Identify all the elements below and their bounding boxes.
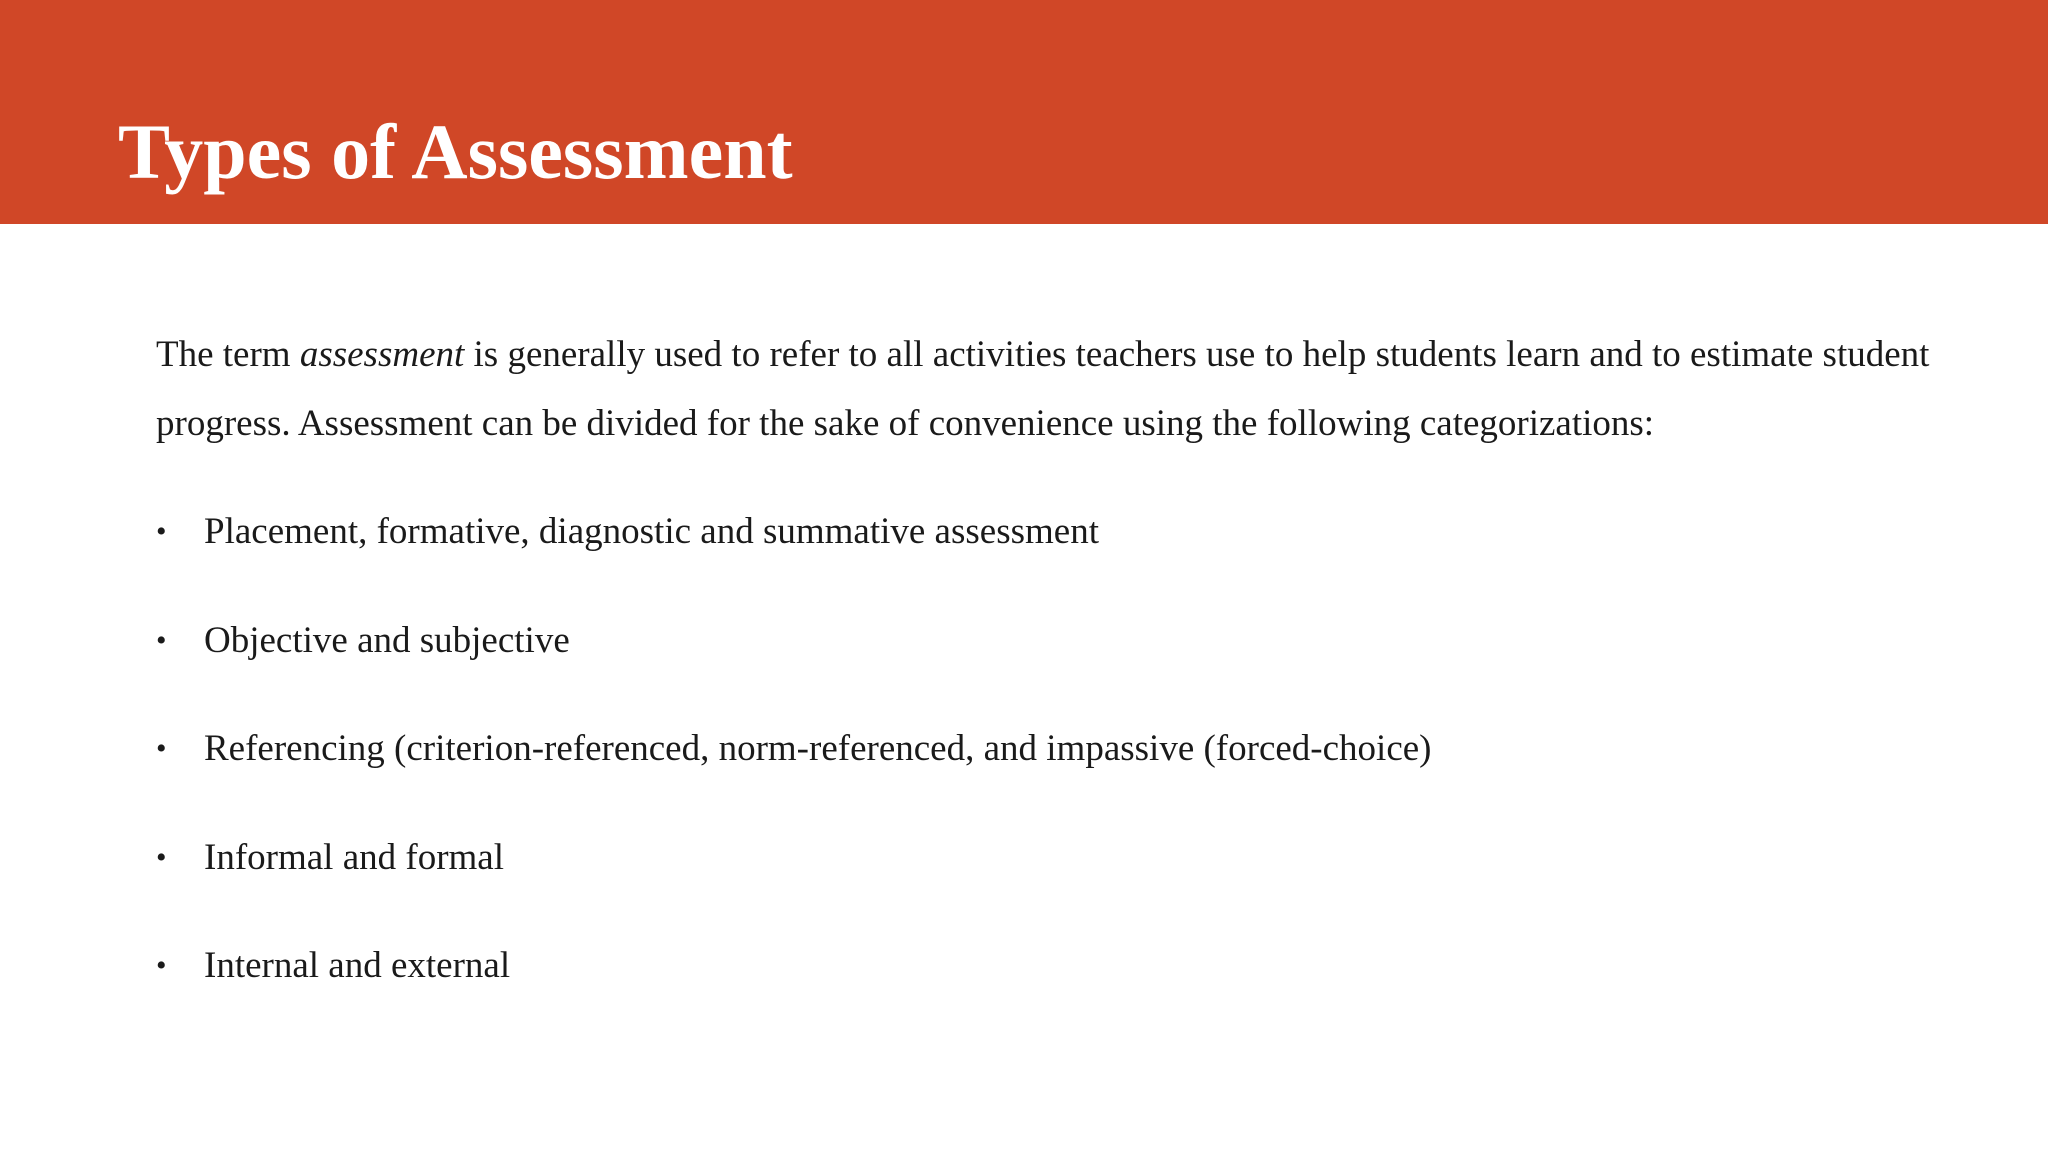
bullet-item [156,820,1432,929]
bullet-item [156,603,1432,712]
bullet-icon: • [156,623,167,657]
intro-paragraph [156,320,1956,458]
bullet-item [156,711,1432,820]
bullet-list [156,494,1432,1037]
bullet-text: Referencing (criterion-referenced, norm-referenced, and impassive (forced-choice) [204,728,1432,769]
bullet-text: Informal and formal [204,836,504,878]
bullet-item [156,494,1432,603]
intro-emphasis: assessment [299,334,465,375]
intro-text-before: The term [156,334,300,375]
bullet-icon: • [156,949,167,982]
bullet-text: Placement, formative, diagnostic and summative assessment [204,511,1099,552]
bullet-item [156,928,1432,1037]
bullet-text: Internal and external [204,945,511,986]
bullet-icon: • [156,515,167,548]
bullet-text: Objective and subjective [204,619,570,661]
intro-text-after: is generally used to refer to all activities teachers use to help students learn and to estimate student progress. Assessment can be divided for the sake of convenience using the following categorizations: [156,334,1930,444]
bullet-icon: • [156,732,167,765]
bullet-icon: • [156,840,167,874]
slide-title: Types of Assessment [118,108,793,195]
